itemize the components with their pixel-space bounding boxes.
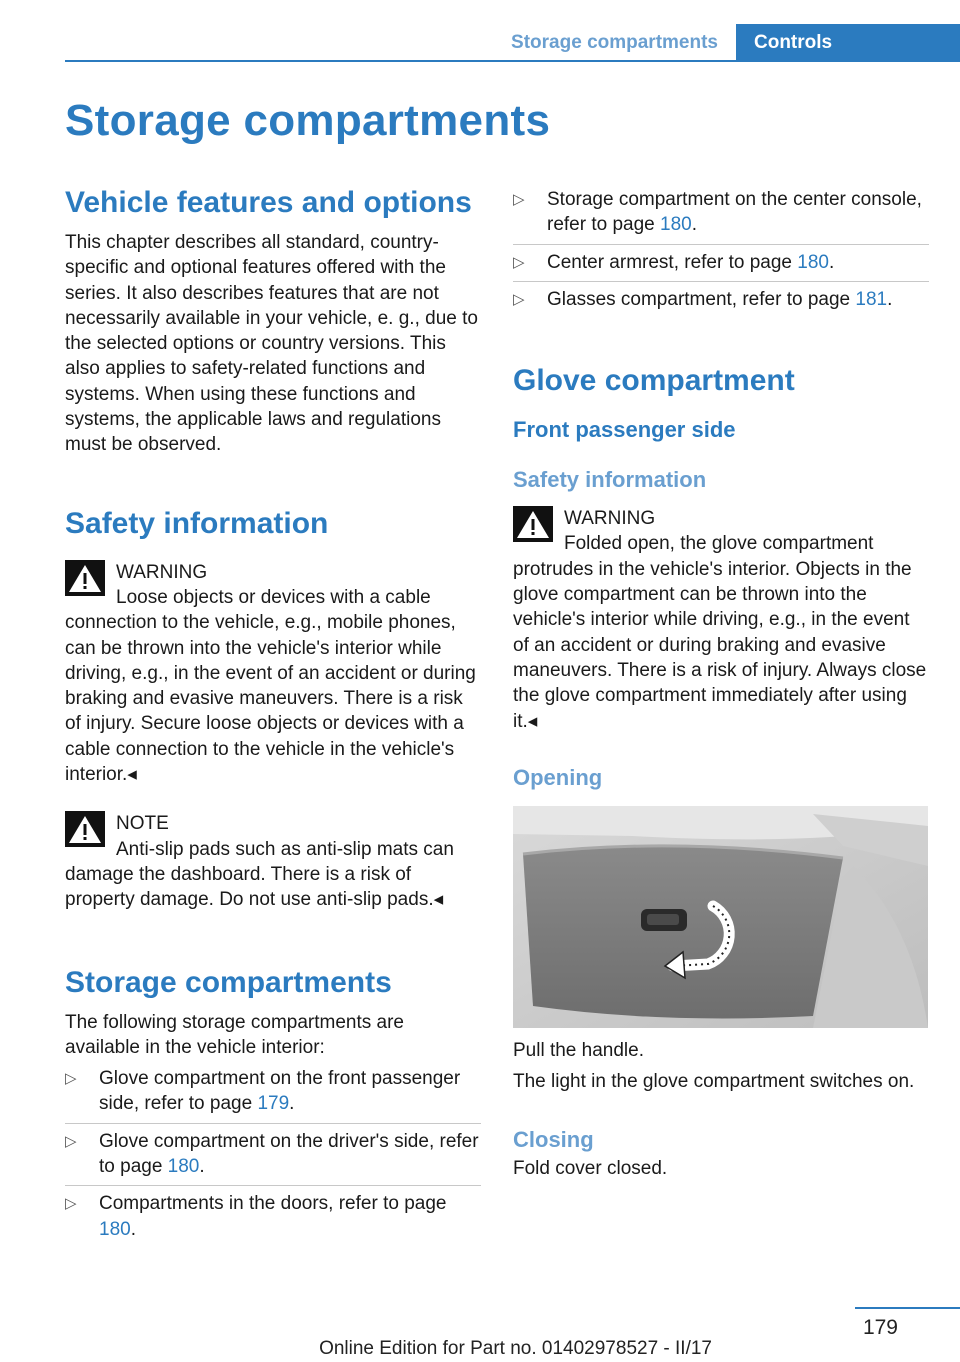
triangle-right-icon: ▷	[513, 290, 525, 308]
warning-block	[65, 556, 481, 788]
triangle-right-icon: ▷	[65, 1132, 77, 1150]
closing-text: Fold cover closed.	[513, 1158, 668, 1180]
warning-label: WARNING	[116, 561, 208, 583]
closing-heading: Closing	[513, 1127, 594, 1153]
safety-info-subheading: Safety information	[513, 467, 707, 493]
triangle-right-icon: ▷	[65, 1195, 77, 1213]
warning-text: Folded open, the glove compartment protrudes in the vehicle's interior. Objects in the glove compartment can be thrown into the vehicle's interior while driving, e.g., in the event of an accident or during braking and evasive maneuvers. There is a risk of injury. Always close the glove compartment immediately after using it.◂	[513, 533, 927, 732]
storage-intro-text: The following storage compartments are available in the vehicle interior:	[65, 1011, 404, 1058]
list-item: ▷ Glove compartment on the front passenger side, refer to page 179.	[65, 1068, 461, 1115]
list-item: ▷ Glove compartment on the driver's side, refer to page 180.	[65, 1123, 481, 1186]
vehicle-features-text: This chapter describes all standard, country-specific and optional features offered with the series. It also describes features that are not necessarily available in your vehicle, e. g., due to the selected options or country versions. This also applies to safety-related functions and systems. When using these functions and systems, the applicable laws and regulations must be observed.	[65, 232, 478, 456]
header-chapter-tab: Controls	[736, 24, 960, 62]
page-title: Storage compartments	[65, 96, 551, 145]
storage-list-left	[65, 1066, 481, 1248]
page-link[interactable]: 180	[660, 214, 692, 236]
page-link[interactable]: 180	[167, 1156, 200, 1178]
page-number: 179	[862, 1316, 898, 1339]
storage-list-right	[513, 187, 929, 318]
page-link[interactable]: 181	[855, 288, 888, 310]
warning-triangle-icon	[65, 560, 105, 596]
header-rule	[65, 60, 960, 62]
light-text: The light in the glove compartment switches on.	[513, 1071, 915, 1093]
list-item: ▷ Compartments in the doors, refer to page 180.	[65, 1185, 481, 1248]
header-section-title: Storage compartments	[511, 32, 718, 53]
front-passenger-heading: Front passenger side	[513, 417, 736, 443]
pull-handle-text: Pull the handle.	[513, 1039, 644, 1061]
warning-triangle-icon	[65, 811, 105, 847]
note-label: NOTE	[116, 813, 169, 835]
page-link[interactable]: 180	[99, 1218, 131, 1240]
page-link[interactable]: 179	[257, 1093, 290, 1115]
opening-heading: Opening	[513, 764, 603, 790]
note-block	[65, 807, 481, 912]
edition-note: Online Edition for Part no. 01402978527 - II/17	[319, 1338, 712, 1359]
list-item: ▷ Glasses compartment, refer to page 181.	[513, 281, 929, 318]
triangle-right-icon: ▷	[513, 253, 525, 271]
warning-text: Loose objects or devices with a cable connection to the vehicle, e.g., mobile phones, can be thrown into the vehicle's interior while driving, e.g., in the event of an accident or during braking and evasive maneuvers. There is a risk of injury. Secure loose objects or devices with a cable connection to the vehicle in the vehicle's interior.◂	[65, 586, 476, 786]
safety-info-heading: Safety information	[65, 506, 329, 540]
list-item: ▷ Center armrest, refer to page 180.	[513, 244, 929, 281]
vehicle-features-heading: Vehicle features and options	[65, 186, 472, 219]
glove-compartment-heading: Glove compartment	[513, 364, 795, 398]
triangle-right-icon: ▷	[513, 191, 525, 208]
glove-compartment-photo	[513, 806, 928, 1028]
warning-triangle-icon	[513, 506, 553, 542]
list-item: ▷ Storage compartment on the center console, refer to page 180.	[513, 189, 922, 236]
footer-rule	[855, 1307, 960, 1309]
note-text: Anti-slip pads such as anti-slip mats can damage the dashboard. There is a risk of property damage. Do not use anti-slip pads.◂	[65, 838, 454, 911]
left-column	[65, 184, 481, 1248]
right-column	[513, 184, 929, 1182]
triangle-right-icon: ▷	[65, 1070, 77, 1088]
warning-block	[513, 502, 929, 734]
warning-label: WARNING	[564, 508, 656, 530]
storage-compartments-heading: Storage compartments	[65, 965, 392, 999]
page-link[interactable]: 180	[797, 251, 829, 273]
